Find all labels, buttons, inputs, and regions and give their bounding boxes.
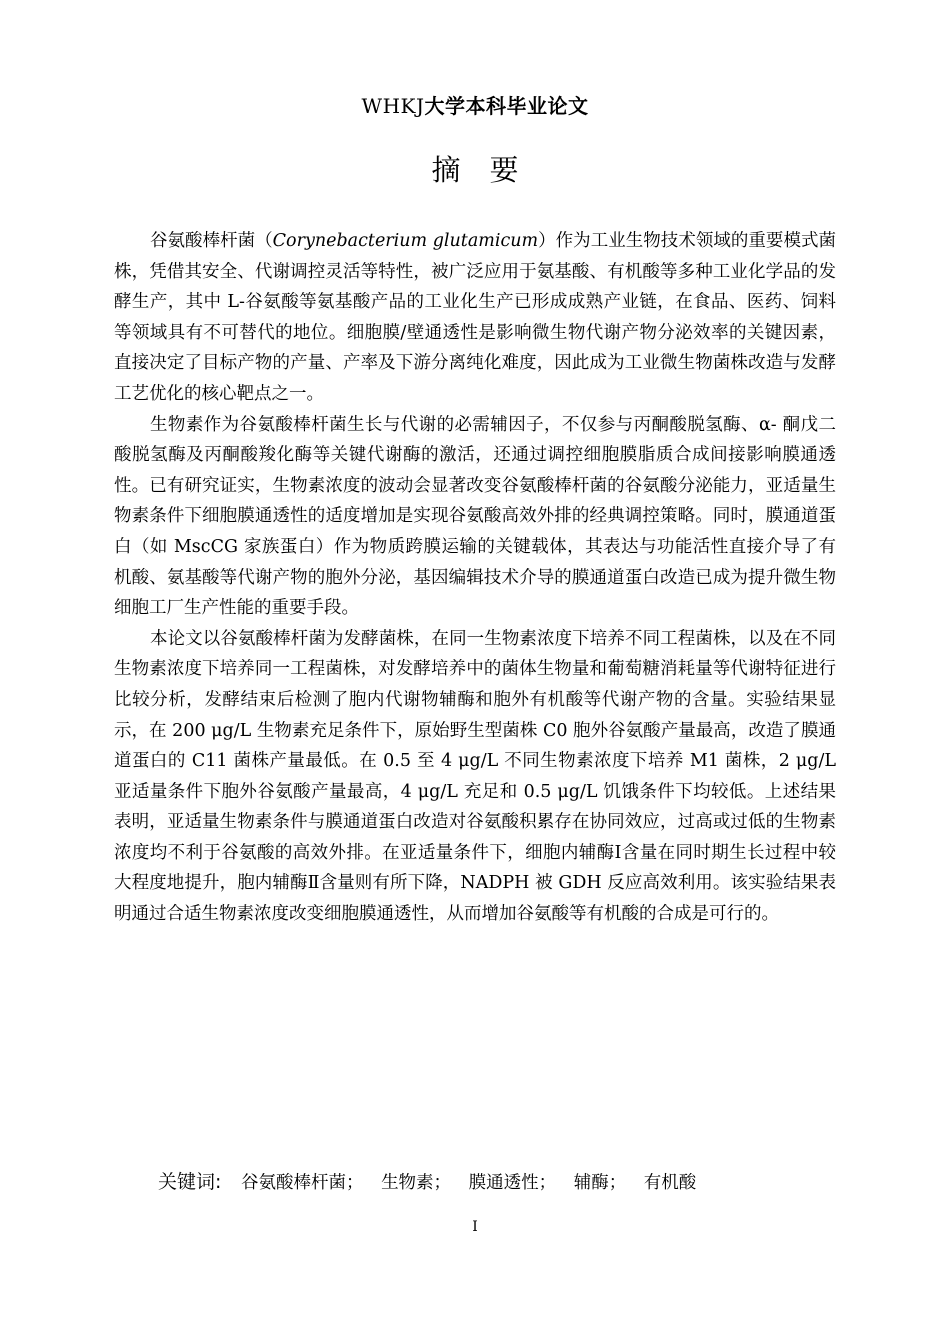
keyword-item: 生物素； <box>381 1173 452 1193</box>
keyword-item: 谷氨酸棒杆菌； <box>240 1173 364 1193</box>
keywords-line <box>158 1168 708 1197</box>
page-number: I <box>472 1219 478 1235</box>
keyword-item: 辅酶； <box>573 1173 627 1193</box>
abstract-body <box>114 226 836 930</box>
paragraph-1-text-start: 谷氨酸棒杆菌（ <box>150 231 273 251</box>
paragraph-1-text-end: ）作为工业生物技术领域的重要模式菌株，凭借其安全、代谢调控灵活等特性，被广泛应用于氨基酸、有机酸等多种工业化学品的发酵生产，其中 L-谷氨酸等氨基酸产品的工业化生产已形成成熟产业链，在食品、医药、饲料等领域具有不可替代的地位。细胞膜/壁通透性是影响微生物代谢产物分泌效率的关键因素，直接决定了目标产物的产量、产率及下游分离纯化难度，因此成为工业微生物菌株改造与发酵工艺优化的核心靶点之一。 <box>114 231 837 404</box>
page-title: 摘 要 <box>431 153 519 187</box>
abstract-paragraph-3: 本论文以谷氨酸棒杆菌为发酵菌株，在同一生物素浓度下培养不同工程菌株，以及在不同生物素浓度下培养同一工程菌株，对发酵培养中的菌体生物量和葡萄糖消耗量等代谢特征进行比较分析，发酵结束后检测了胞内代谢物辅酶和胞外有机酸等代谢产物的含量。实验结果显示，在 200 μg/L 生物素充足条件下，原始野生型菌株 C0 胞外谷氨酸产量最高，改造了膜通道蛋白的 C11 菌株产量最低。在 0.5 至 4 μg/L 不同生物素浓度下培养 M1 菌株，2 μg/L 亚适量条件下胞外谷氨酸产量最高，4 μg/L 充足和 0.5 μg/L 饥饿条件下均较低。上述结果表明，亚适量生物素条件与膜通道蛋白改造对谷氨酸积累存在协同效应，过高或过低的生物素浓度均不利于谷氨酸的高效外排。在亚适量条件下，细胞内辅酶Ⅰ含量在同时期生长过程中较大程度地提升，胞内辅酶Ⅱ含量则有所下降，NADPH 被 GDH 反应高效利用。该实验结果表明通过合适生物素浓度改变细胞膜通透性，从而增加谷氨酸等有机酸的合成是可行的。 <box>114 628 836 925</box>
running-header <box>0 93 950 119</box>
abstract-paragraph-1 <box>114 226 836 410</box>
keyword-item: 膜通透性； <box>468 1173 557 1193</box>
species-name-italic: Corynebacterium glutamicum <box>272 231 539 251</box>
header-prefix: WHKJ <box>361 94 425 118</box>
keywords-label: 关键词: <box>158 1171 222 1193</box>
header-university: 大学本科毕业论文 <box>424 94 589 118</box>
abstract-paragraph-2: 生物素作为谷氨酸棒杆菌生长与代谢的必需辅因子，不仅参与丙酮酸脱氢酶、α- 酮戊二酸脱氢酶及丙酮酸羧化酶等关键代谢酶的激活，还通过调控细胞膜脂质合成间接影响膜通透性。已有研究证实，生物素浓度的波动会显著改变谷氨酸棒杆菌的谷氨酸分泌能力，亚适量生物素条件下细胞膜通透性的适度增加是实现谷氨酸高效外排的经典调控策略。同时，膜通道蛋白（如 MscCG 家族蛋白）作为物质跨膜运输的关键载体，其表达与功能活性直接介导了有机酸、氨基酸等代谢产物的胞外分泌，基因编辑技术介导的膜通道蛋白改造已成为提升微生物细胞工厂生产性能的重要手段。 <box>114 414 836 619</box>
keyword-item: 有机酸 <box>643 1173 697 1193</box>
